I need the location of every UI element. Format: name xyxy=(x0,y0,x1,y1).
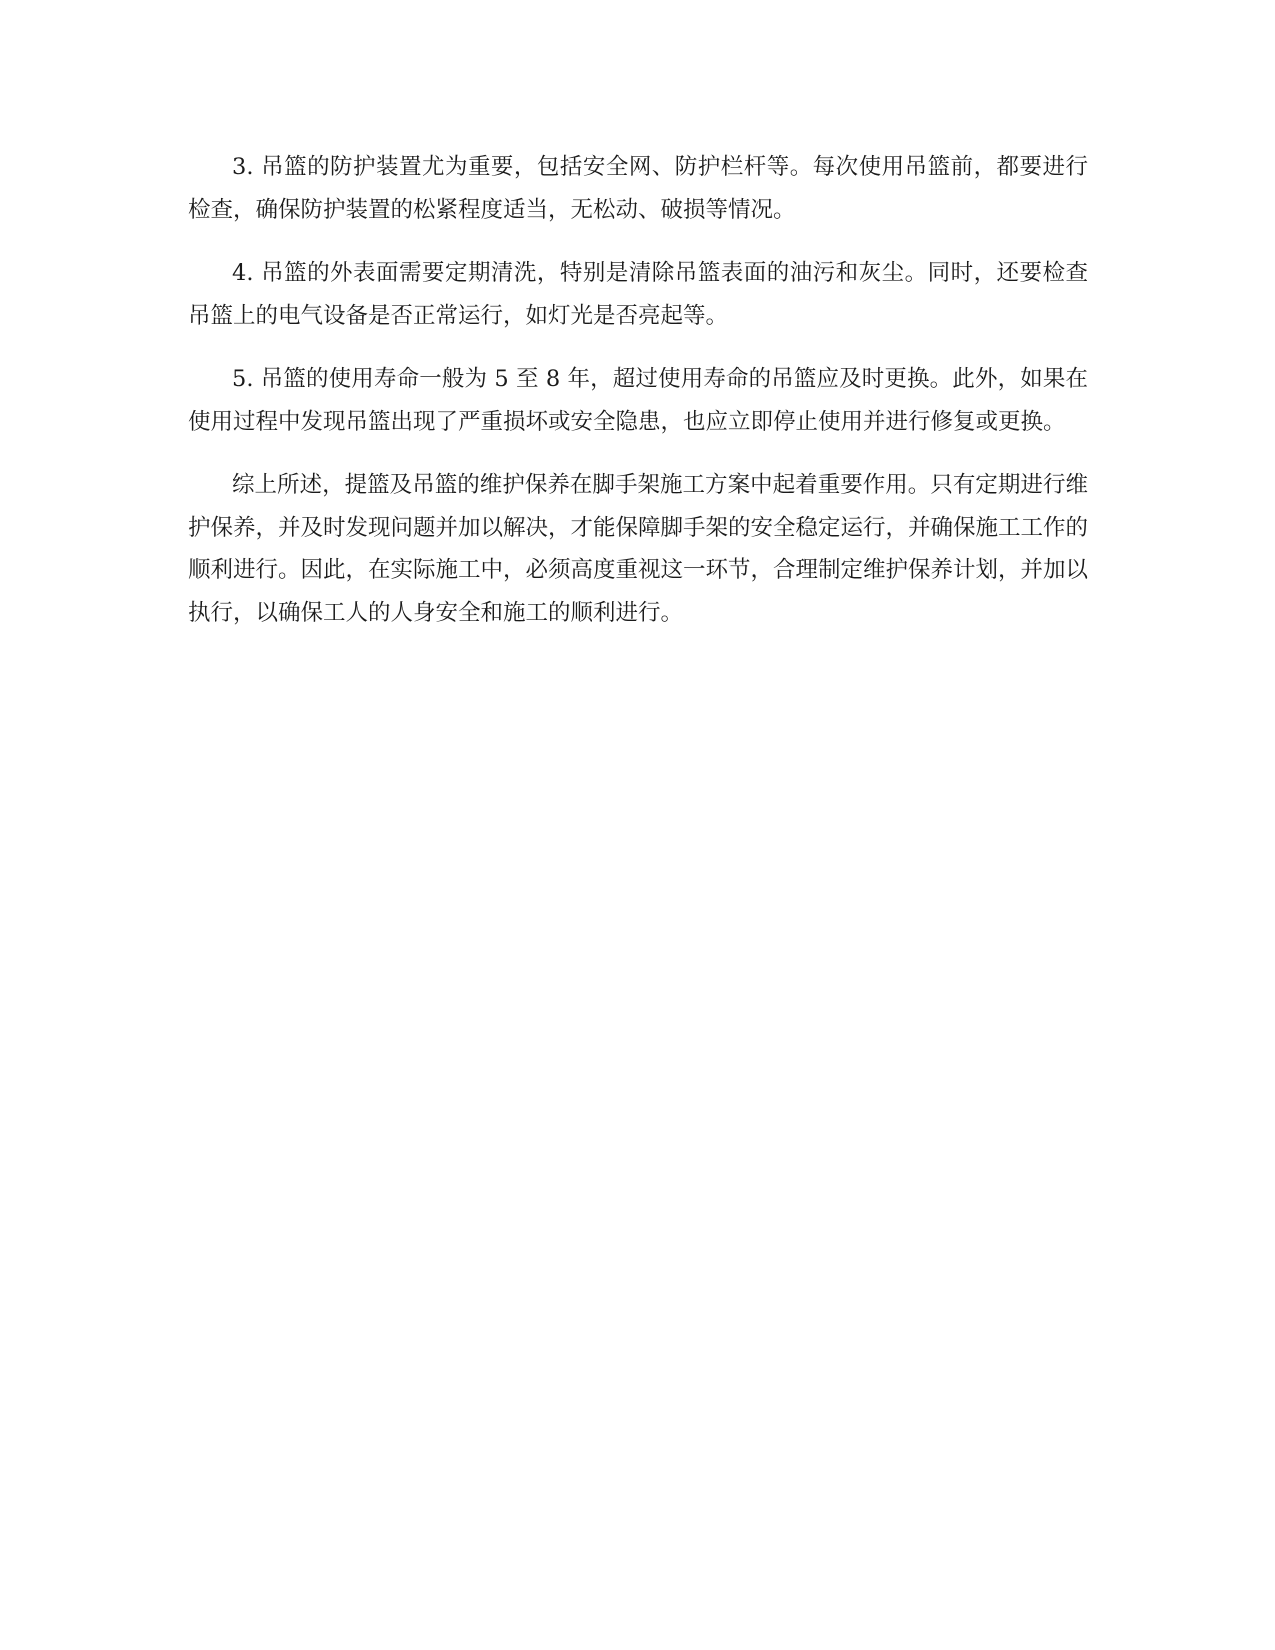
paragraph-item-5: 5. 吊篮的使用寿命一般为 5 至 8 年，超过使用寿命的吊篮应及时更换。此外，如果在使用过程中发现吊篮出现了严重损坏或安全隐患，也应立即停止使用并进行修复或更换。 xyxy=(188,366,1088,435)
summary-paragraph: 综上所述，提篮及吊篮的维护保养在脚手架施工方案中起着重要作用。只有定期进行维护保养，并及时发现问题并加以解决，才能保障脚手架的安全稳定运行，并确保施工工作的顺利进行。因此，在实际施工中，必须高度重视这一环节，合理制定维护保养计划，并加以执行，以确保工人的人身安全和施工的顺利进行。 xyxy=(188,472,1089,626)
document-body xyxy=(188,146,1088,655)
paragraph-item-3: 3. 吊篮的防护装置尤为重要，包括安全网、防护栏杆等。每次使用吊篮前，都要进行检查，确保防护装置的松紧程度适当，无松动、破损等情况。 xyxy=(188,154,1088,223)
paragraph-item-4: 4. 吊篮的外表面需要定期清洗，特别是清除吊篮表面的油污和灰尘。同时，还要检查吊篮上的电气设备是否正常运行，如灯光是否亮起等。 xyxy=(188,260,1088,329)
